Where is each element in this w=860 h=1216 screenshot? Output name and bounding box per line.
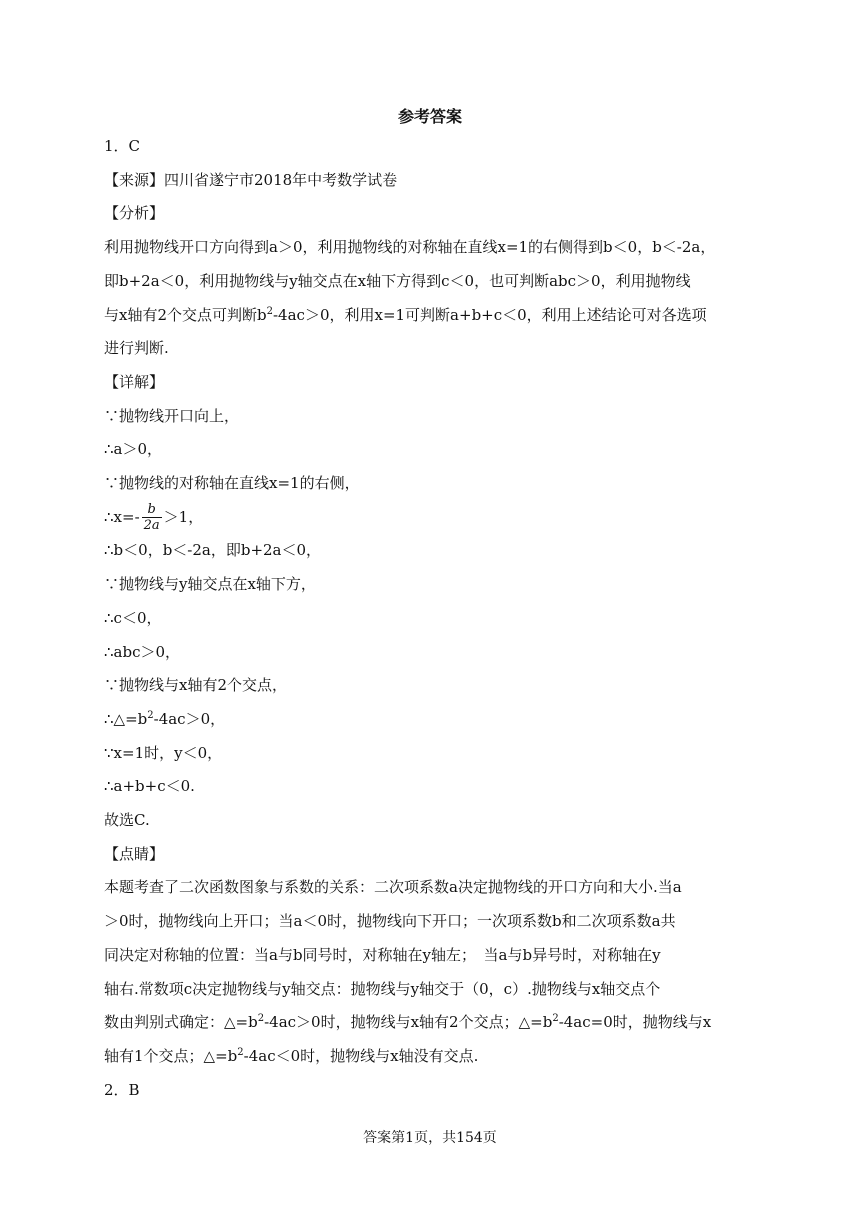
analysis-line-2: 即b+2a＜0，利用抛物线与y轴交点在x轴下方得到c＜0，也可判断abc＞0，利用抛物线 (104, 271, 691, 290)
step-3: ∵抛物线的对称轴在直线x=1的右侧， (104, 474, 360, 493)
step-10: $\therefore\triangle=b^2-4ac>0$， (104, 709, 226, 728)
page-title: 参考答案 (397, 107, 462, 126)
comment-line-5: 数由判别式确定：$\triangle=b^2-4ac>0$时，抛物线与x轴有2个交点；$\triangle=b^2-4ac=0$时，抛物线与x (104, 1013, 712, 1032)
comment-heading: 【点睛】 (104, 844, 165, 863)
step-1: ∵抛物线开口向上， (104, 406, 240, 425)
analysis-line-3: 与x轴有2个交点可判断$b^2-4ac>0$，利用x=1可判断a+b+c＜0，利用上述结论可对各选项 (104, 305, 707, 324)
step-7: ∴c＜0， (104, 608, 162, 627)
step-2: ∴a＞0， (104, 440, 163, 459)
q1-answer: 1．C (104, 137, 141, 155)
fraction-b-over-2a: $\frac{b}{2a}$ (143, 502, 160, 534)
step-11: ∵x=1时，y＜0， (104, 743, 223, 762)
page-footer: 答案第1页，共154页 (363, 1130, 497, 1146)
comment-line-3: 同决定对称轴的位置：当a与b同号时，对称轴在y轴左； 当a与b异号时，对称轴在y (104, 945, 661, 964)
comment-line-4: 轴右.常数项c决定抛物线与y轴交点：抛物线与y轴交于（0，c）.抛物线与x轴交点个 (104, 979, 661, 998)
step-5: ∴b＜0，b＜-2a，即b+2a＜0， (104, 541, 322, 560)
step-13: 故选C. (104, 811, 150, 830)
step-4-fraction: ∴x=- $\frac{b}{2a}$ ＞1， (104, 502, 204, 534)
step-6: ∵抛物线与y轴交点在x轴下方， (104, 575, 316, 594)
analysis-heading: 【分析】 (104, 204, 165, 223)
comment-line-6: 轴有1个交点；$\triangle=b^2-4ac<0$时，抛物线与x轴没有交点. (104, 1046, 479, 1065)
analysis-line-1: 利用抛物线开口方向得到a＞0，利用抛物线的对称轴在直线x=1的右侧得到b＜0，b＜-2a， (104, 238, 716, 257)
comment-line-2: ＞0时，抛物线向上开口；当a＜0时，抛物线向下开口；一次项系数b和二次项系数a共 (104, 912, 676, 931)
q2-answer: 2．B (104, 1080, 140, 1099)
comment-line-1: 本题考查了二次函数图象与系数的关系：二次项系数a决定抛物线的开口方向和大小.当a (104, 878, 682, 897)
q1-source: 【来源】四川省遂宁市2018年中考数学试卷 (104, 170, 398, 189)
detail-heading: 【详解】 (104, 372, 165, 391)
analysis-line-4: 进行判断. (104, 339, 169, 358)
step-12: ∴a+b+c＜0. (104, 777, 195, 796)
answer-content (104, 130, 744, 1107)
step-9: ∵抛物线与x轴有2个交点， (104, 676, 288, 695)
step-8: ∴abc＞0， (104, 642, 181, 661)
